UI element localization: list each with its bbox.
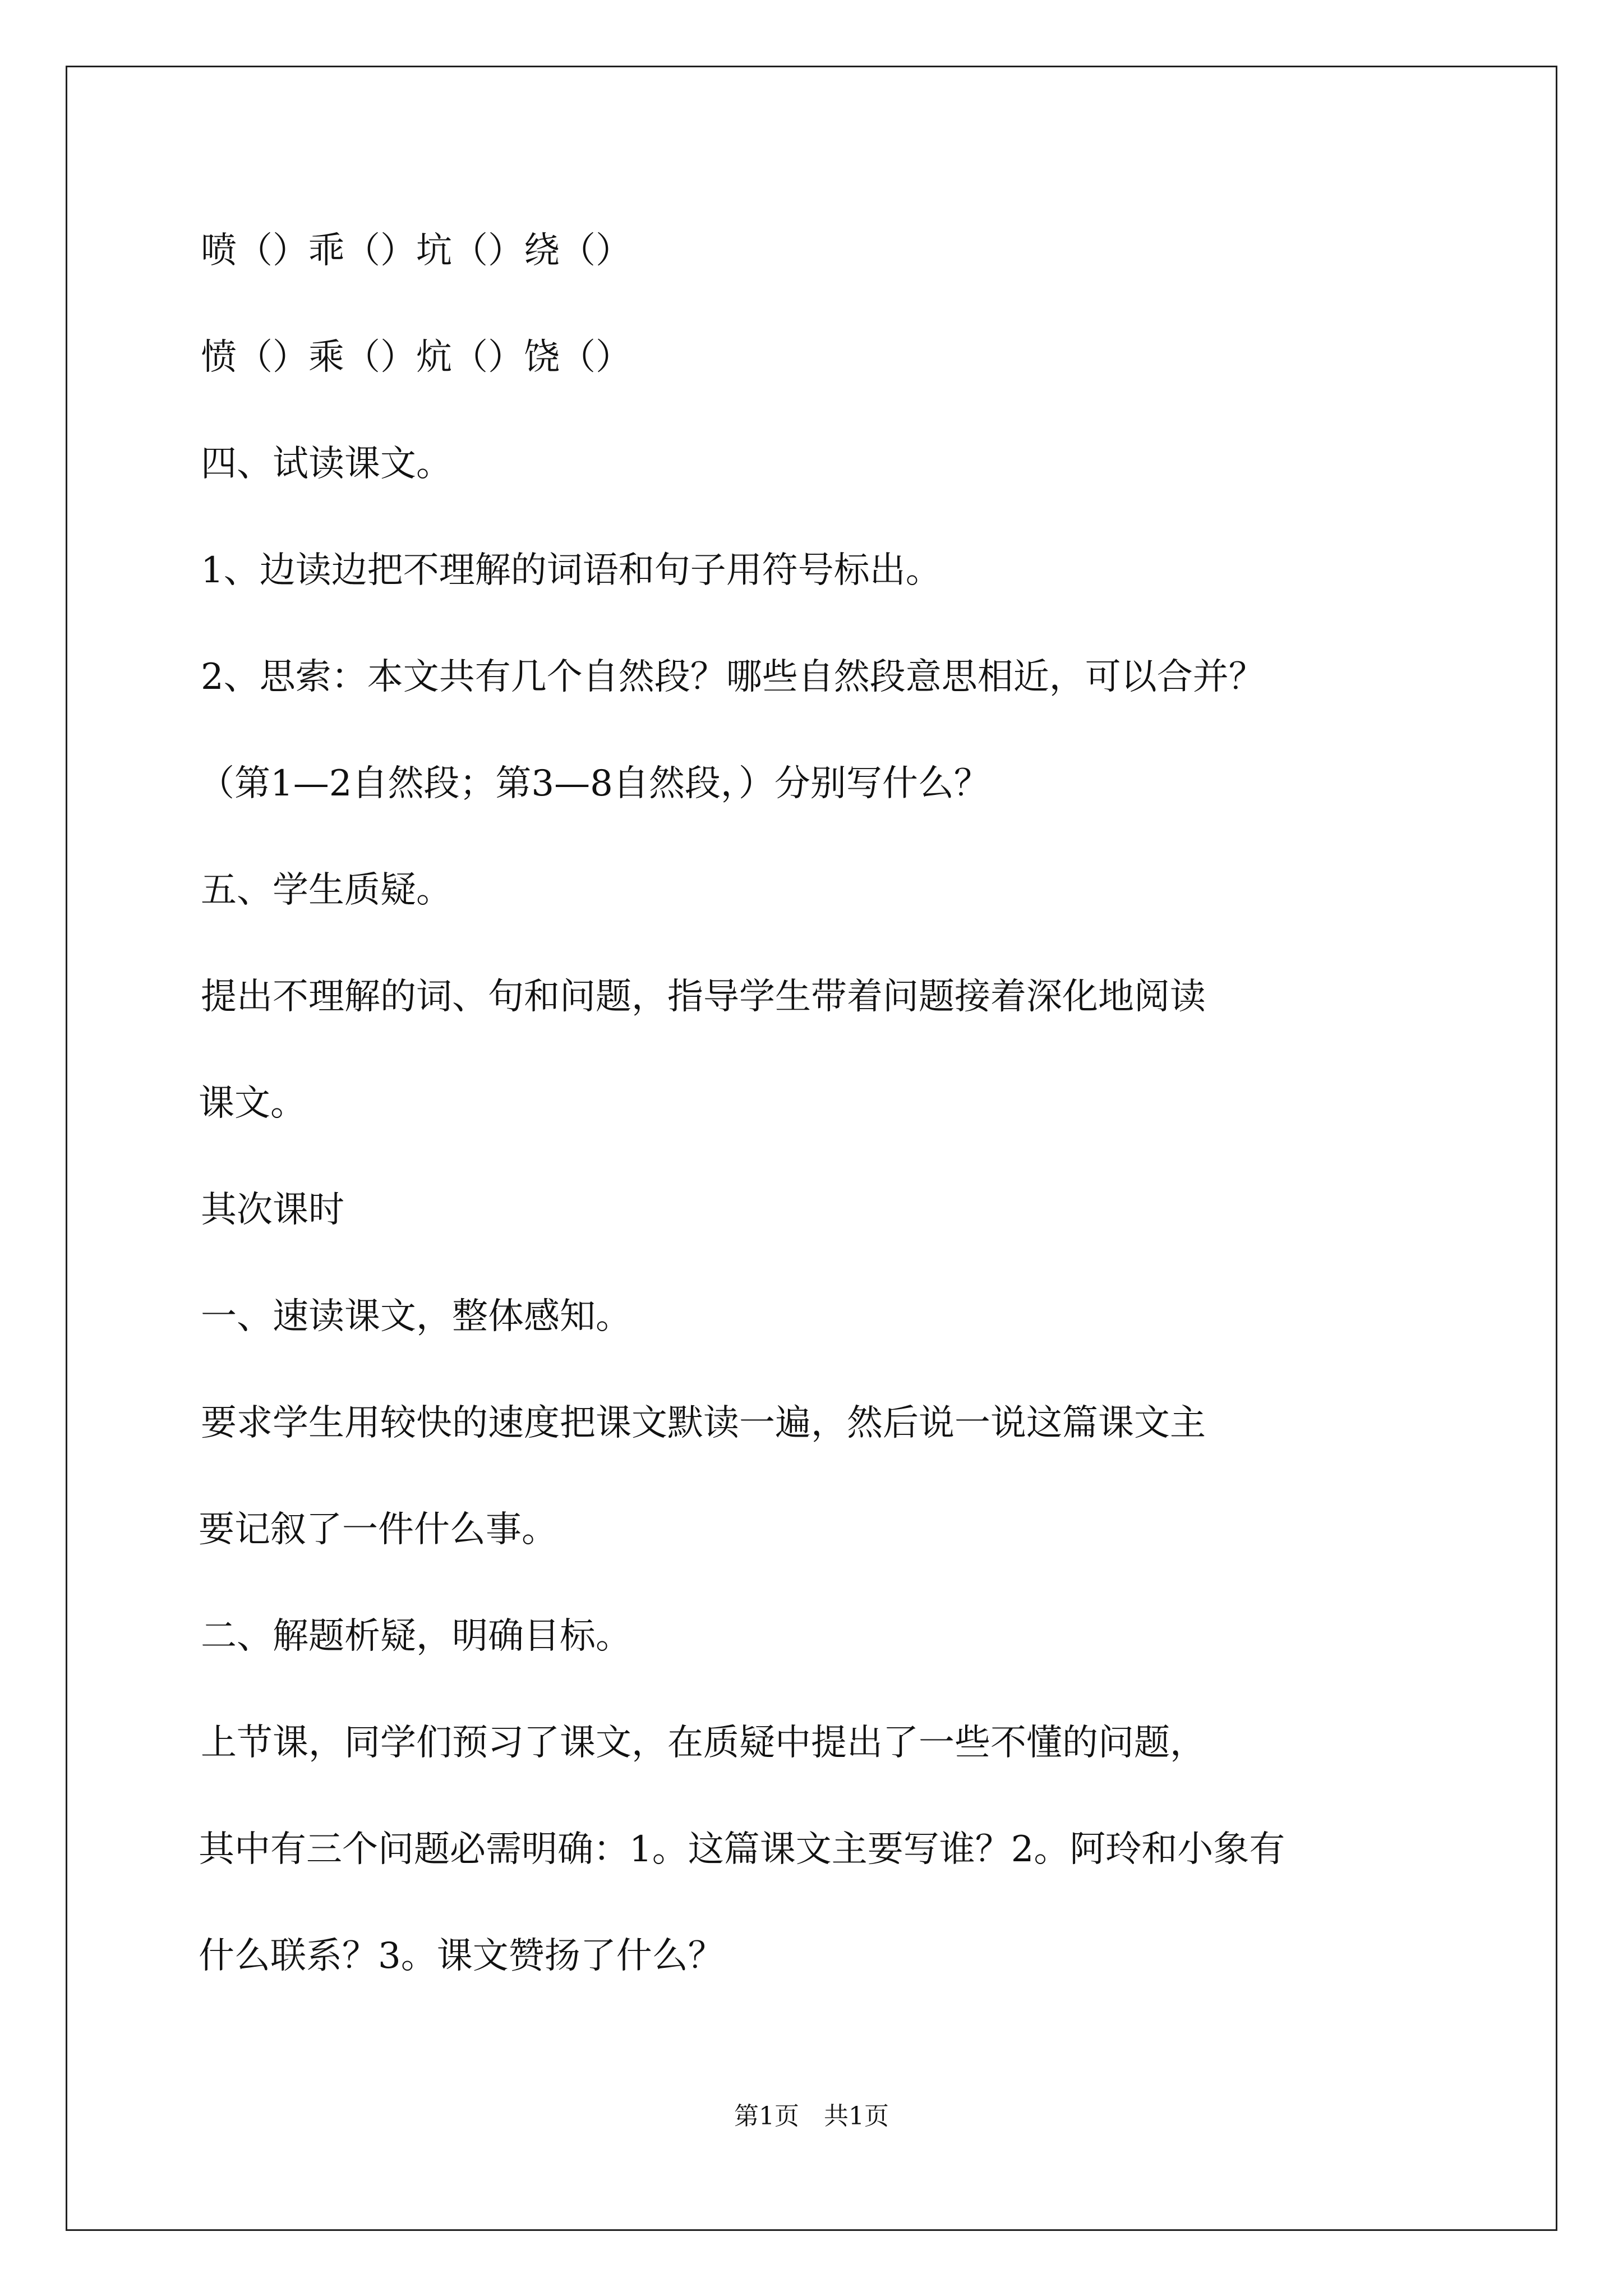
text-line-5: 2、思索：本文共有几个自然段？哪些自然段意思相近，可以合并？ xyxy=(201,656,1265,698)
section-heading-4: 四、试读课文。 xyxy=(201,443,452,485)
page-footer: 第1页 共1页 xyxy=(734,2102,889,2131)
page-border xyxy=(66,66,1557,2231)
lesson-heading: 其次课时 xyxy=(201,1189,344,1231)
text-line-4: 1、边读边把不理解的词语和句子用符号标出。 xyxy=(201,550,942,591)
text-line-15: 上节课，同学们预习了课文，在质疑中提出了一些不懂的问题， xyxy=(201,1722,1206,1764)
text-line-16: 其中有三个问题必需明确：1。这篇课文主要写谁？2。阿玲和小象有 xyxy=(199,1829,1285,1870)
section-heading-5: 五、学生质疑。 xyxy=(201,869,452,911)
section-heading-2: 二、解题析疑，明确目标。 xyxy=(201,1616,631,1657)
text-line-1: 喷（）乖（）坑（）绕（） xyxy=(201,230,631,272)
text-line-13: 要记叙了一件什么事。 xyxy=(199,1509,557,1550)
text-line-9: 课文。 xyxy=(199,1083,306,1124)
text-line-12: 要求学生用较快的速度把课文默读一遍，然后说一说这篇课文主 xyxy=(201,1402,1206,1444)
text-line-17: 什么联系？3。课文赞扬了什么？ xyxy=(199,1935,724,1977)
text-line-6: （第1—2自然段；第3—8自然段，）分别写什么？ xyxy=(199,763,990,804)
text-line-8: 提出不理解的词、句和问题，指导学生带着问题接着深化地阅读 xyxy=(201,976,1206,1018)
text-line-2: 愤（）乘（）炕（）饶（） xyxy=(201,337,631,378)
section-heading-1: 一、速读课文，整体感知。 xyxy=(201,1296,631,1337)
